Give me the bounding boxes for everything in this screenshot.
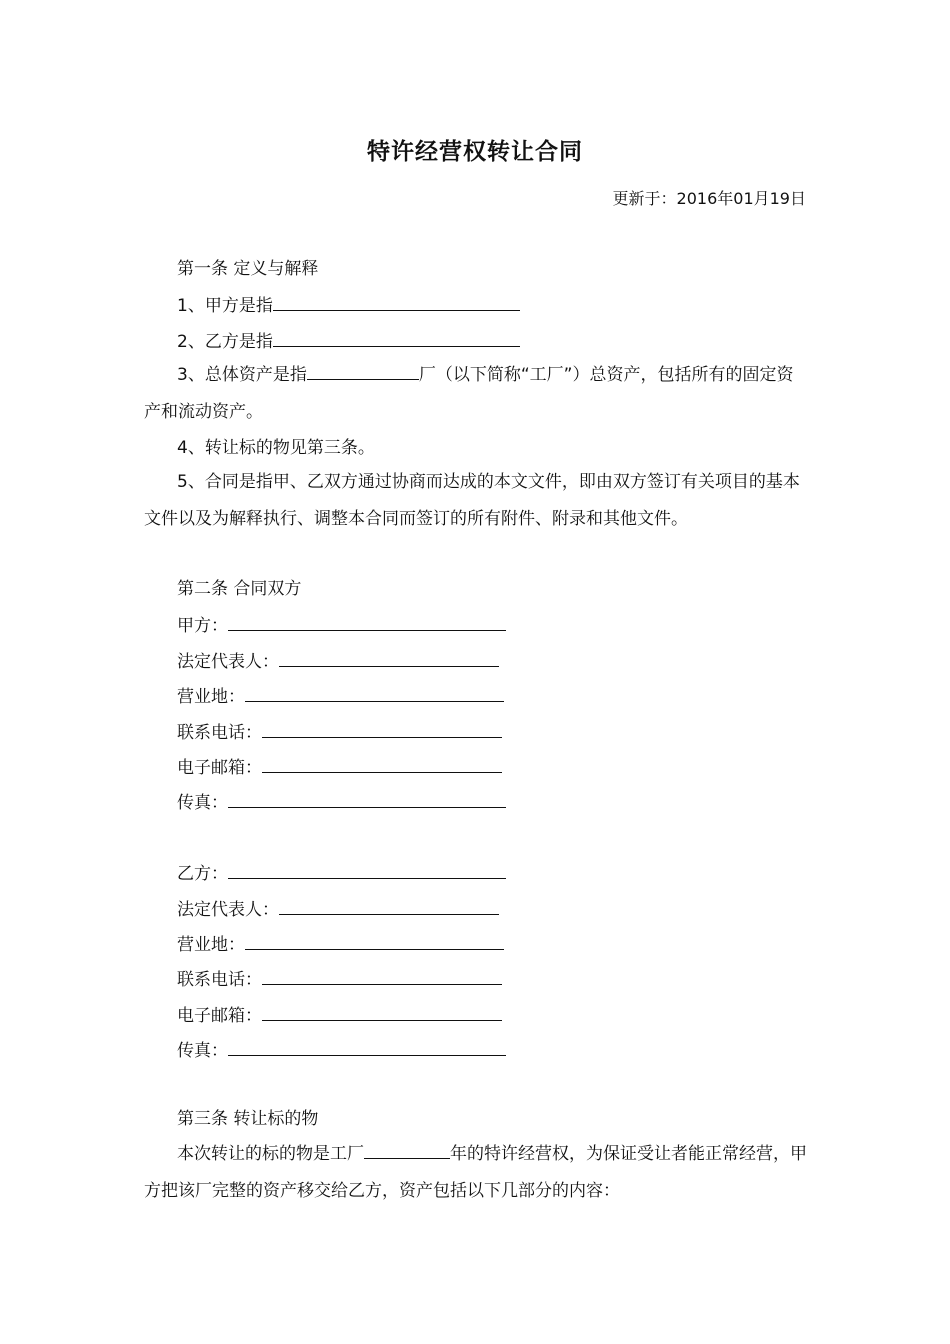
field-label: 传真： (177, 793, 228, 813)
blank-line (245, 683, 504, 702)
party-a-address-field (177, 683, 504, 709)
field-label: 传真： (177, 1041, 228, 1061)
field-label: 甲方： (177, 616, 228, 636)
party-b-email-field (177, 1002, 502, 1028)
article1-item5: 5、合同是指甲、乙双方通过协商而达成的本文文件，即由双方签订有关项目的基本文件以及为解释执行、调整本合同而签订的所有附件、附录和其他文件。 (144, 472, 800, 529)
field-label: 联系电话： (177, 723, 262, 743)
blank-line (228, 860, 506, 879)
article1-item3 (144, 357, 809, 431)
article1-item1 (177, 292, 520, 318)
blank-line (245, 931, 504, 950)
party-a-rep-field (177, 648, 499, 674)
party-b-name-field (177, 860, 506, 886)
blank-line (228, 789, 506, 808)
blank-line (279, 896, 499, 915)
article1-item4: 4、转让标的物见第三条。 (177, 438, 375, 458)
party-b-rep-field (177, 896, 499, 922)
party-b-fax-field (177, 1037, 506, 1063)
party-b-address-field (177, 931, 504, 957)
field-label: 电子邮箱： (177, 1006, 262, 1026)
article1-item1-label: 1、甲方是指 (177, 296, 273, 316)
article1-heading: 第一条 定义与解释 (177, 259, 319, 279)
update-date: 更新于：2016年01月19日 (612, 189, 806, 208)
blank-line (262, 719, 502, 738)
blank-line (228, 612, 506, 631)
blank-line (273, 292, 520, 311)
article3-para-pre: 本次转让的标的物是工厂 (177, 1144, 364, 1164)
document-title: 特许经营权转让合同 (367, 138, 583, 165)
party-a-phone-field (177, 719, 502, 745)
article2-heading: 第二条 合同双方 (177, 579, 302, 599)
field-label: 法定代表人： (177, 652, 279, 672)
field-label: 联系电话： (177, 970, 262, 990)
blank-line (262, 966, 502, 985)
blank-line (307, 361, 419, 380)
field-label: 乙方： (177, 864, 228, 884)
party-a-email-field (177, 754, 502, 780)
blank-line (279, 648, 499, 667)
blank-line (273, 328, 520, 347)
party-a-fax-field (177, 789, 506, 815)
field-label: 营业地： (177, 687, 245, 707)
article3-para-post: 年的特许经营权，为保证受让者能正常经营，甲方把该厂完整的资产移交给乙方，资产包括以下几部分的内容： (144, 1144, 807, 1201)
party-b-phone-field (177, 966, 502, 992)
field-label: 营业地： (177, 935, 245, 955)
blank-line (364, 1140, 450, 1159)
field-label: 法定代表人： (177, 900, 279, 920)
article3-heading: 第三条 转让标的物 (177, 1109, 319, 1129)
article1-item2 (177, 328, 520, 354)
blank-line (262, 1002, 502, 1021)
article1-item3-post: 厂（以下简称“工厂”）总资产，包括所有的固定资产和流动资产。 (144, 365, 794, 422)
blank-line (228, 1037, 506, 1056)
article1-item2-label: 2、乙方是指 (177, 332, 273, 352)
article3-paragraph (144, 1136, 809, 1210)
blank-line (262, 754, 502, 773)
field-label: 电子邮箱： (177, 758, 262, 778)
party-a-name-field (177, 612, 506, 638)
article1-item3-pre: 3、总体资产是指 (177, 365, 307, 385)
